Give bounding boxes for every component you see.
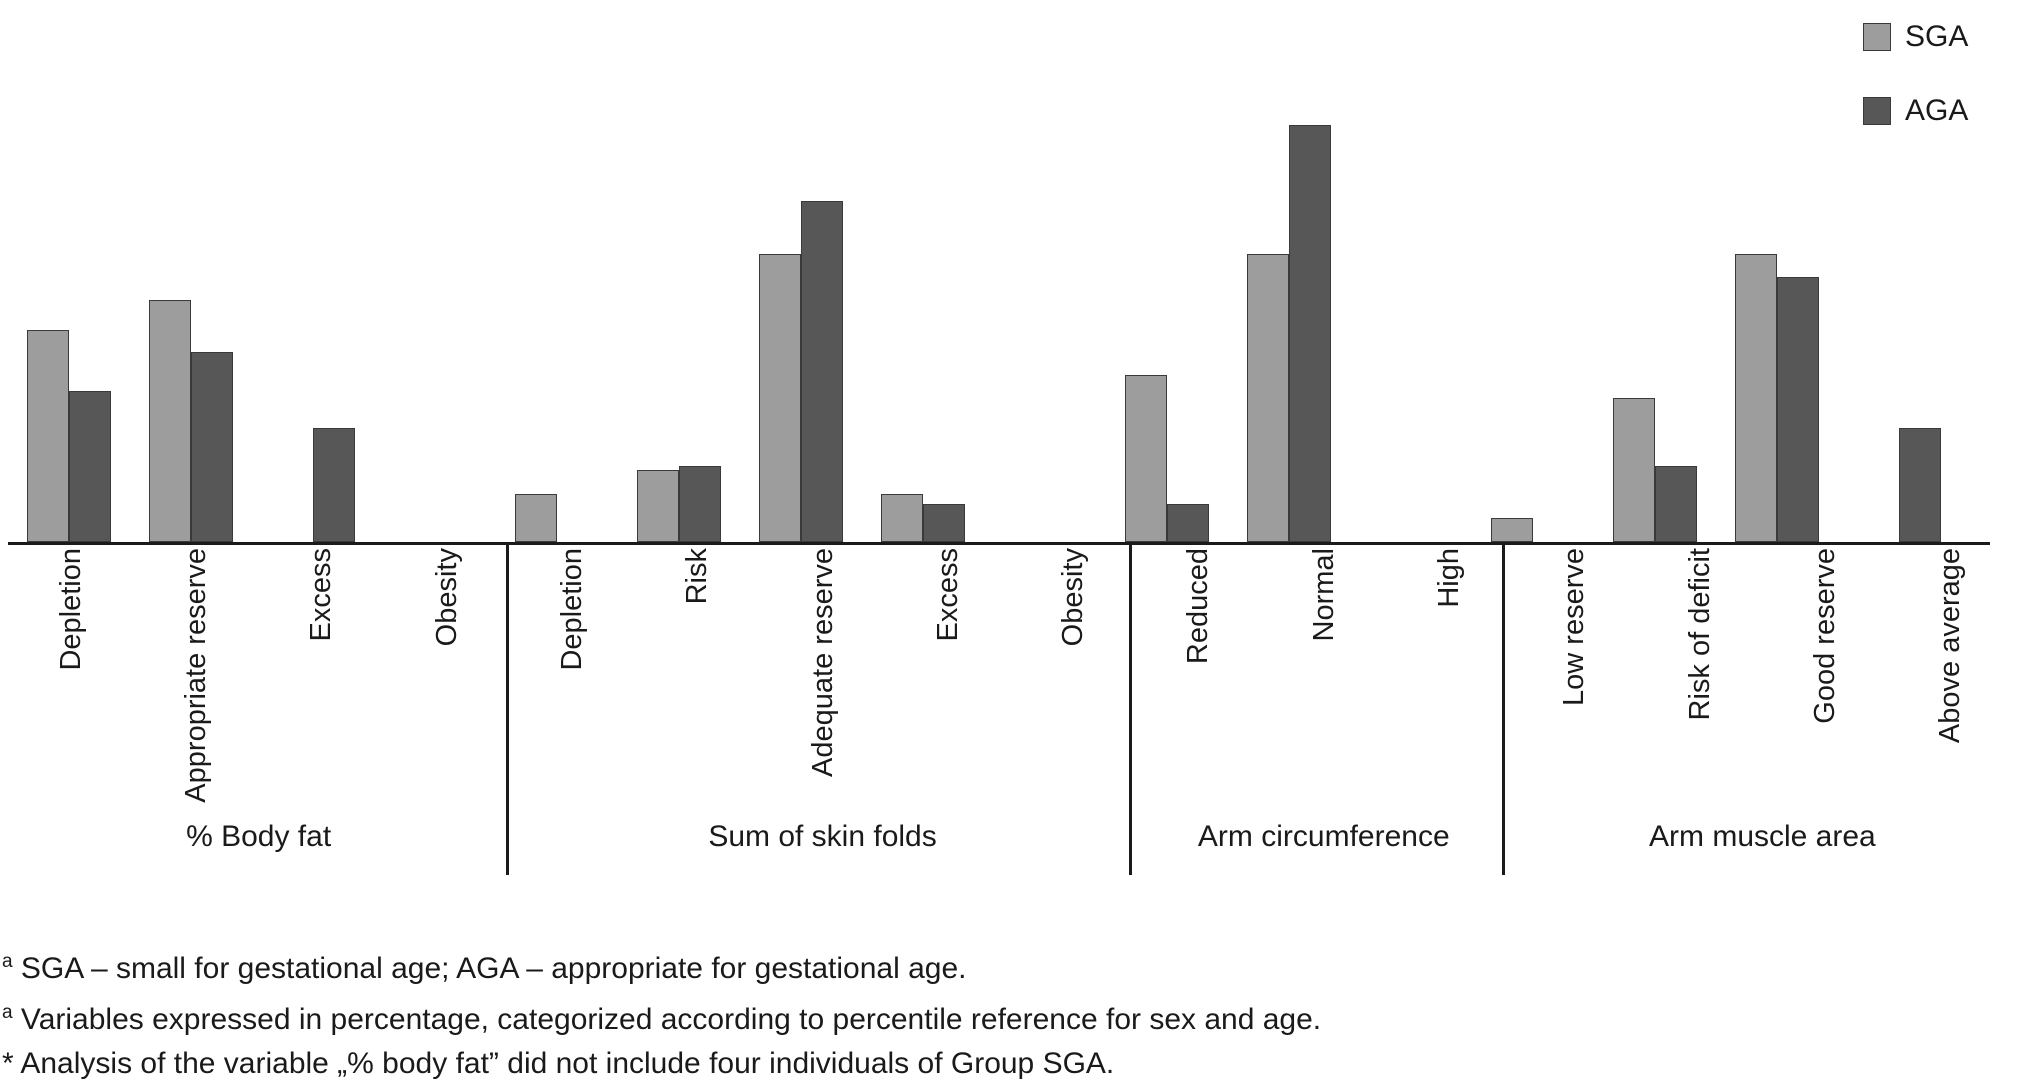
category-label-group [1512, 548, 2013, 798]
category-label-cell [885, 548, 1010, 798]
bar-rect [1167, 504, 1209, 542]
category-label-cell [1261, 548, 1386, 798]
category-label: Depletion [555, 548, 588, 671]
category-label: Depletion [54, 548, 87, 671]
bar-sga [1003, 0, 1045, 542]
bar-sga [515, 0, 557, 542]
group-title: Arm muscle area [1649, 820, 1876, 853]
bar-sga [1125, 0, 1167, 542]
bar-rect [1289, 125, 1331, 542]
plot-area [0, 0, 1990, 545]
bar-aga [923, 0, 965, 542]
bar-category [374, 0, 496, 542]
footnote-2 [2, 991, 2002, 1042]
category-label: Excess [305, 548, 338, 642]
bar-sga [1857, 0, 1899, 542]
footnote-3 [2, 1042, 2002, 1086]
category-label-cell [1136, 548, 1261, 798]
category-label: Obesity [1057, 548, 1090, 647]
footnote-marker: a [2, 951, 13, 972]
category-label-cell [635, 548, 760, 798]
category-label-cell [8, 548, 133, 798]
bar-groups [8, 0, 1960, 542]
bar-aga [69, 0, 111, 542]
category-label-cell [760, 548, 885, 798]
group-divider [506, 545, 509, 875]
bar-rect [1491, 518, 1533, 542]
bar-sga [271, 0, 313, 542]
bar-category [862, 0, 984, 542]
bar-sga [637, 0, 679, 542]
bar-sga [1247, 0, 1289, 542]
category-label: Risk [681, 548, 714, 605]
bar-category [1838, 0, 1960, 542]
category-label-cell [133, 548, 258, 803]
bar-aga [1411, 0, 1453, 542]
bar-rect [149, 300, 191, 543]
legend-label-aga: AGA [1905, 94, 1969, 127]
bar-aga [1533, 0, 1575, 542]
x-axis-line [8, 542, 1990, 545]
category-label-group [8, 548, 509, 803]
bar-aga [1289, 0, 1331, 542]
bar-category [1228, 0, 1350, 542]
group-title: % Body fat [186, 820, 332, 853]
bar-category [1472, 0, 1594, 542]
category-label: Reduced [1182, 548, 1215, 665]
bar-rect [1777, 277, 1819, 542]
bar-group [1472, 0, 1960, 542]
bar-sga [881, 0, 923, 542]
category-label-group [1136, 548, 1512, 798]
category-label-cell [1386, 548, 1511, 798]
category-label: High [1433, 548, 1466, 608]
category-label-cell [509, 548, 634, 798]
bar-category [1594, 0, 1716, 542]
group-divider [1129, 545, 1132, 875]
bar-rect [923, 504, 965, 542]
bar-sga [1491, 0, 1533, 542]
bar-aga [1045, 0, 1087, 542]
bar-rect [191, 352, 233, 542]
bar-sga [1613, 0, 1655, 542]
bar-category [252, 0, 374, 542]
category-label: Low reserve [1558, 548, 1591, 706]
group-title: Arm circumference [1197, 820, 1450, 853]
category-labels [8, 548, 2013, 803]
category-label-cell [384, 548, 509, 798]
bar-category [618, 0, 740, 542]
bar-rect [1735, 254, 1777, 542]
bar-rect [637, 470, 679, 542]
legend-label-sga: SGA [1905, 20, 1969, 53]
bar-category [496, 0, 618, 542]
category-label-group [509, 548, 1136, 798]
category-label-cell [1637, 548, 1762, 798]
bar-aga [435, 0, 477, 542]
footnotes [2, 940, 2002, 1086]
category-label: Normal [1307, 548, 1340, 642]
bar-rect [1655, 466, 1697, 542]
bar-sga [1369, 0, 1411, 542]
category-label-cell [1762, 548, 1887, 798]
bar-sga [759, 0, 801, 542]
category-label-cell [1011, 548, 1136, 798]
bar-aga [1899, 0, 1941, 542]
category-label-cell [1512, 548, 1637, 798]
category-label-cell [1888, 548, 2013, 798]
bar-aga [557, 0, 599, 542]
bar-aga [1655, 0, 1697, 542]
footnote-text: * Analysis of the variable „% body fat” did not include four individuals of Group SGA. [2, 1047, 1115, 1080]
bar-sga [149, 0, 191, 542]
bar-aga [313, 0, 355, 542]
bar-rect [1899, 428, 1941, 542]
bar-aga [1777, 0, 1819, 542]
footnote-text: Variables expressed in percentage, categorized according to percentile reference for sex and age. [12, 1003, 1322, 1036]
bar-rect [881, 494, 923, 542]
bar-category [8, 0, 130, 542]
bar-sga [393, 0, 435, 542]
footnote-text: SGA – small for gestational age; AGA – appropriate for gestational age. [12, 952, 967, 985]
group-titles [8, 820, 2013, 854]
group-title: Sum of skin folds [708, 820, 937, 853]
bar-sga [27, 0, 69, 542]
category-label: Adequate reserve [806, 548, 839, 777]
bar-category [1716, 0, 1838, 542]
category-label: Good reserve [1809, 548, 1842, 724]
bar-rect [1247, 254, 1289, 542]
footnote-marker: a [2, 1002, 13, 1023]
bar-aga [1167, 0, 1209, 542]
category-label: Above average [1934, 548, 1967, 744]
category-label-cell [259, 548, 384, 798]
bar-rect [27, 330, 69, 542]
bar-rect [759, 254, 801, 542]
bar-rect [1125, 375, 1167, 542]
bar-category [1106, 0, 1228, 542]
category-label: Appropriate reserve [179, 548, 212, 803]
group-divider [1502, 545, 1505, 875]
bar-category [740, 0, 862, 542]
footnote-1 [2, 940, 2002, 991]
bar-category [984, 0, 1106, 542]
bar-sga [1735, 0, 1777, 542]
category-label: Excess [931, 548, 964, 642]
bar-category [1350, 0, 1472, 542]
category-label: Risk of deficit [1683, 548, 1716, 721]
bar-rect [801, 201, 843, 542]
bar-aga [191, 0, 233, 542]
bar-rect [69, 391, 111, 543]
bar-group [1106, 0, 1472, 542]
bar-aga [679, 0, 721, 542]
bar-rect [1613, 398, 1655, 542]
bar-group [8, 0, 496, 542]
category-label: Obesity [430, 548, 463, 647]
bar-rect [679, 466, 721, 542]
bar-rect [313, 428, 355, 542]
bar-category [130, 0, 252, 542]
bar-group [496, 0, 1106, 542]
bar-aga [801, 0, 843, 542]
bar-rect [515, 494, 557, 542]
